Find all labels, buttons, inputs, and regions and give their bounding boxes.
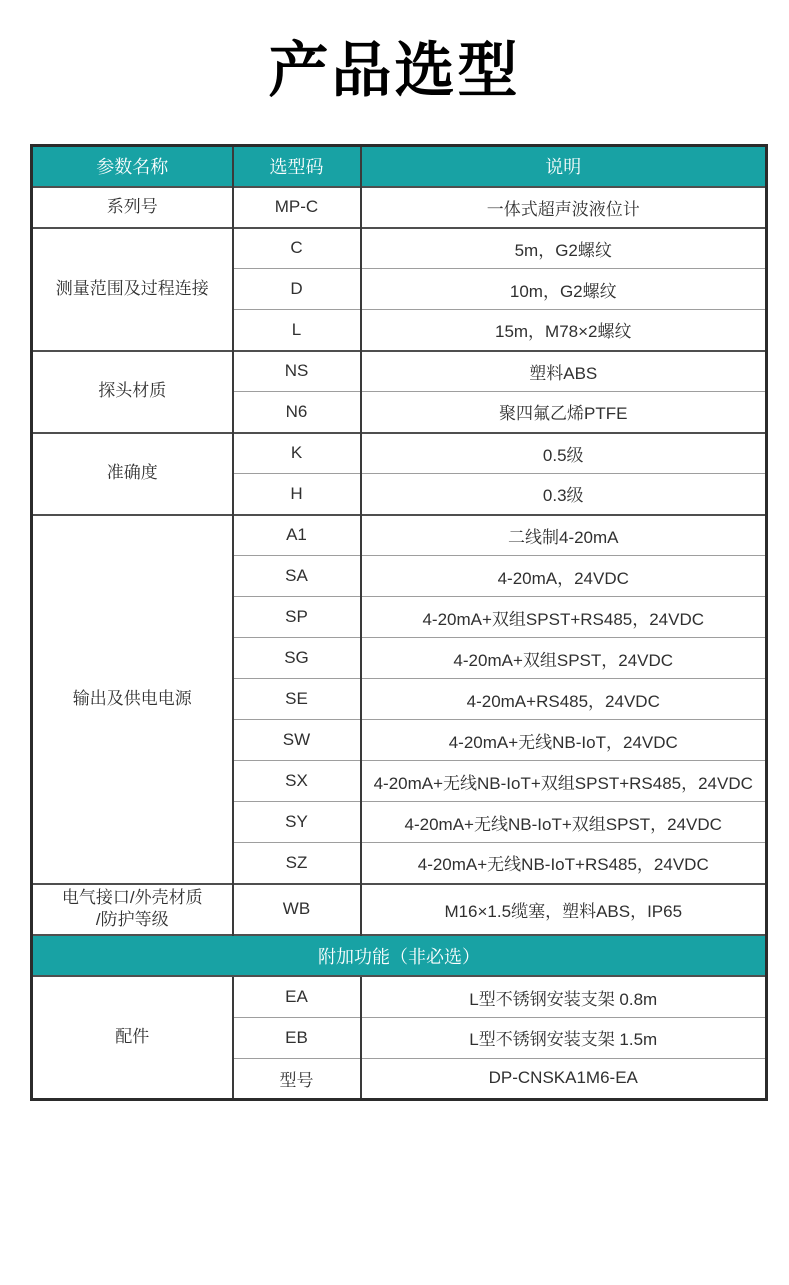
parameter-name-cell: 配件	[32, 976, 233, 1099]
col-header-description: 说明	[361, 146, 767, 187]
selection-code-cell: SA	[233, 556, 361, 597]
description-cell: DP-CNSKA1M6-EA	[361, 1058, 767, 1099]
table-row	[32, 351, 767, 392]
description-cell: 4-20mA+双组SPST，24VDC	[361, 638, 767, 679]
parameter-name-cell: 系列号	[32, 187, 233, 228]
table-row	[32, 976, 767, 1017]
selection-code-cell: EA	[233, 976, 361, 1017]
table-row	[32, 884, 767, 936]
page-title: 产品选型	[268, 37, 521, 104]
section-band-label: 附加功能（非必选）	[32, 935, 767, 976]
selection-code-cell: K	[233, 433, 361, 474]
description-cell: 4-20mA+RS485，24VDC	[361, 679, 767, 720]
col-header-selection-code: 选型码	[233, 146, 361, 187]
selection-code-cell: SE	[233, 679, 361, 720]
table-header	[32, 146, 767, 187]
table-row	[32, 187, 767, 228]
description-cell: 5m，G2螺纹	[361, 228, 767, 269]
selection-code-cell: EB	[233, 1017, 361, 1058]
selection-code-cell: SW	[233, 720, 361, 761]
table-row	[32, 228, 767, 269]
selection-code-cell: L	[233, 310, 361, 351]
selection-code-cell: 型号	[233, 1058, 361, 1099]
table-body	[32, 187, 767, 1100]
description-cell: 一体式超声波液位计	[361, 187, 767, 228]
parameter-name-cell: 输出及供电电源	[32, 515, 233, 884]
description-cell: 二线制4-20mA	[361, 515, 767, 556]
selection-code-cell: WB	[233, 884, 361, 936]
selection-code-cell: SX	[233, 761, 361, 802]
section-band-row	[32, 935, 767, 976]
selection-code-cell: MP-C	[233, 187, 361, 228]
table-row	[32, 433, 767, 474]
description-cell: 4-20mA+无线NB-IoT+RS485，24VDC	[361, 843, 767, 884]
selection-code-cell: SP	[233, 597, 361, 638]
description-cell: L型不锈钢安装支架 0.8m	[361, 976, 767, 1017]
selection-code-cell: C	[233, 228, 361, 269]
description-cell: 4-20mA+双组SPST+RS485，24VDC	[361, 597, 767, 638]
col-header-parameter-name: 参数名称	[32, 146, 233, 187]
selection-code-cell: SY	[233, 802, 361, 843]
selection-code-cell: A1	[233, 515, 361, 556]
header-row	[32, 146, 767, 187]
description-cell: 4-20mA+无线NB-IoT，24VDC	[361, 720, 767, 761]
table-row	[32, 515, 767, 556]
description-cell: M16×1.5缆塞，塑料ABS，IP65	[361, 884, 767, 936]
selection-code-cell: N6	[233, 392, 361, 433]
product-selection-table	[30, 144, 768, 1101]
selection-code-cell: D	[233, 269, 361, 310]
description-cell: 0.3级	[361, 474, 767, 515]
description-cell: 塑料ABS	[361, 351, 767, 392]
parameter-name-cell: 准确度	[32, 433, 233, 515]
selection-code-cell: SG	[233, 638, 361, 679]
description-cell: 4-20mA+无线NB-IoT+双组SPST+RS485，24VDC	[361, 761, 767, 802]
description-cell: L型不锈钢安装支架 1.5m	[361, 1017, 767, 1058]
description-cell: 0.5级	[361, 433, 767, 474]
description-cell: 4-20mA，24VDC	[361, 556, 767, 597]
parameter-name-cell: 探头材质	[32, 351, 233, 433]
description-cell: 4-20mA+无线NB-IoT+双组SPST，24VDC	[361, 802, 767, 843]
description-cell: 10m，G2螺纹	[361, 269, 767, 310]
parameter-name-cell: 测量范围及过程连接	[32, 228, 233, 351]
selection-code-cell: SZ	[233, 843, 361, 884]
parameter-name-cell: 电气接口/外壳材质 /防护等级	[32, 884, 233, 936]
selection-code-cell: NS	[233, 351, 361, 392]
description-cell: 15m，M78×2螺纹	[361, 310, 767, 351]
selection-code-cell: H	[233, 474, 361, 515]
description-cell: 聚四氟乙烯PTFE	[361, 392, 767, 433]
